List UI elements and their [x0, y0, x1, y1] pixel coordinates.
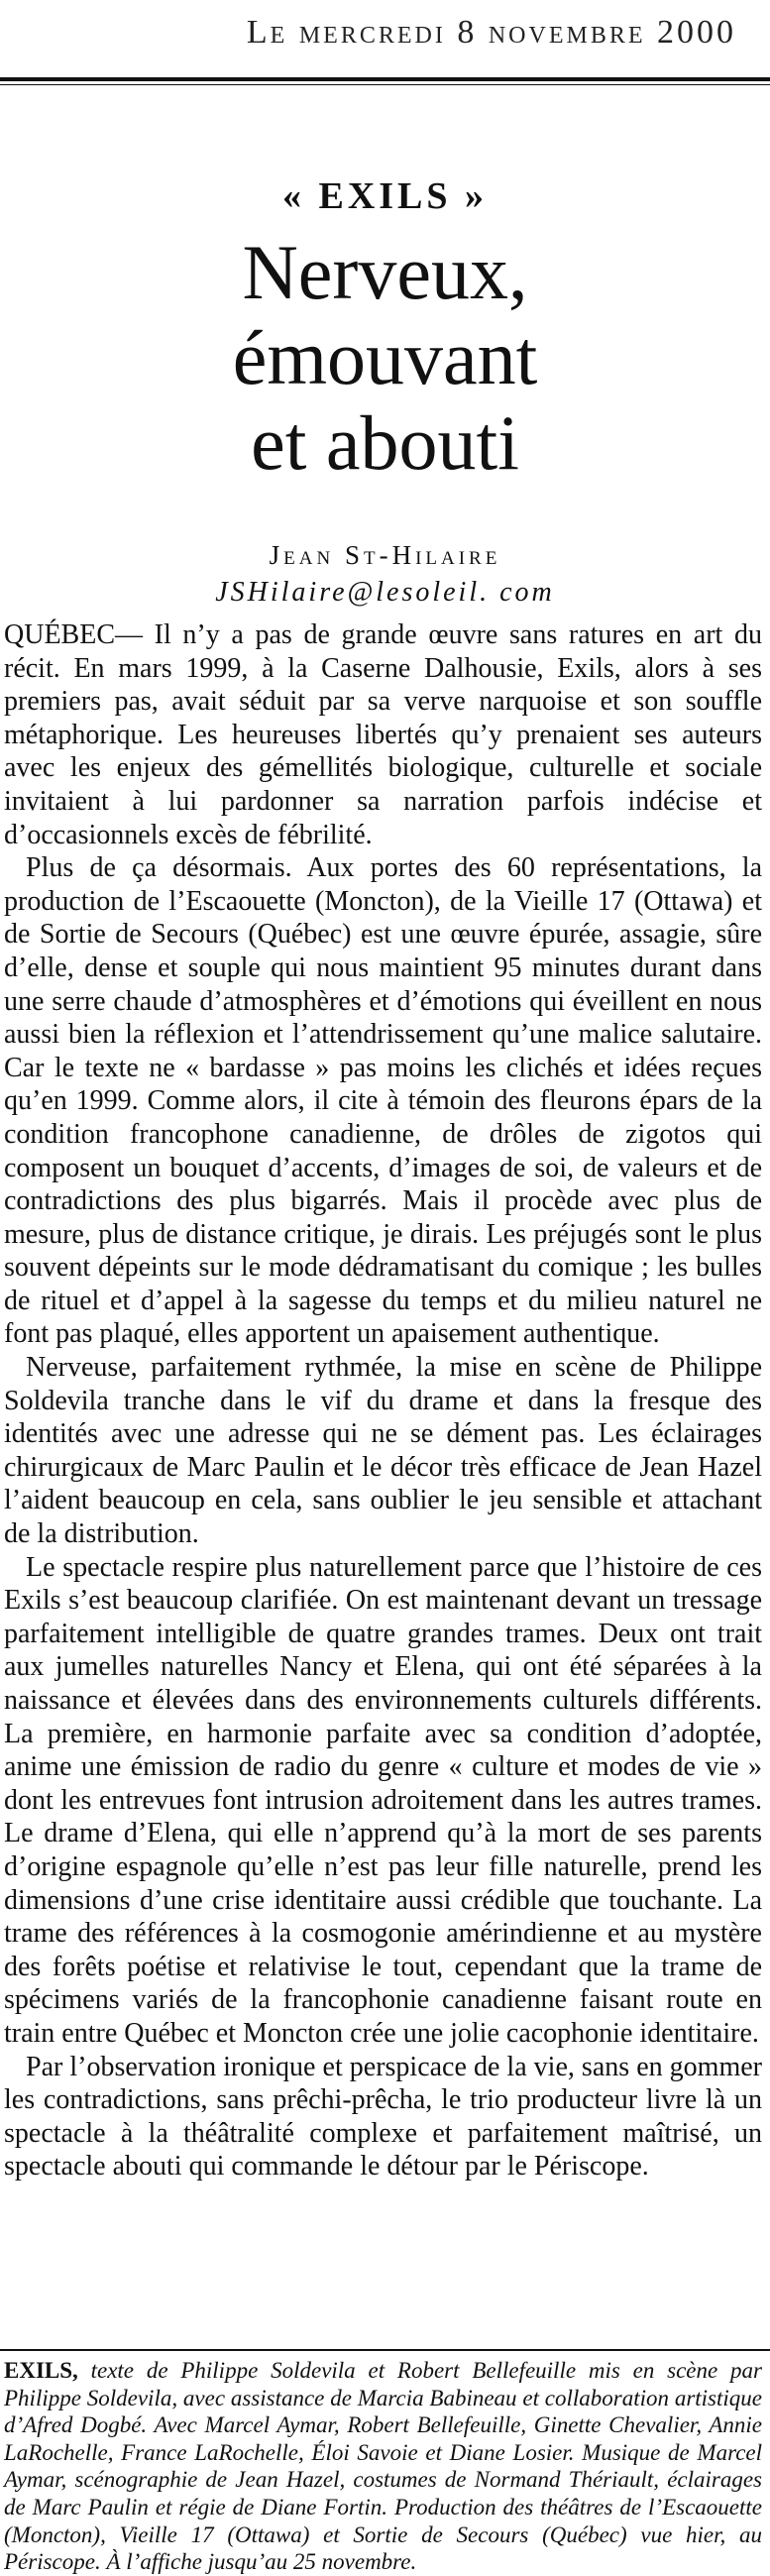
paragraph-4: Le spectacle respire plus naturellement parce que l’histoire de ces Exils s’est beaucoup clarifiée. On est maintenant devant un tressage parfaitement intelligible de quatre grandes trames. Deux ont trait aux jumelles naturelles Nancy et Elena, qui ont été séparées à la naissance et élevées dans des environnements culturels différents. La première, en harmonie parfaite avec sa condition d’adoptée, anime une émission de radio du genre « culture et modes de vie » dont les entrevues font intrusion adroitement dans les autres trames. Le drame d’Elena, qui elle n’apprend qu’à la mort de ses parents d’origine espagnole qu’elle n’est pas leur fille naturelle, prend les dimensions d’une crise identitaire aussi crédible que touchante. La trame des références à la cosmogonie amérindienne et au mystère des forêts poétise et relativise le tout, cependant que la trame de spécimens variés de la francophonie canadienne faisant route en train entre Québec et Moncton crée une jolie cacophonie identitaire.	[4, 1551, 762, 2049]
credits-rule	[0, 2349, 770, 2351]
article-body	[4, 618, 762, 2184]
paragraph-2: Plus de ça désormais. Aux portes des 60 représentations, la production de l’Escaouette (Moncton), de la Vieille 17 (Ottawa) et de Sortie de Secours (Québec) est une œuvre épurée, assagie, sûre d’elle, dense et souple qui nous maintient 95 minutes durant dans une serre chaude d’atmosphères et d’émotions qui éveillent en nous aussi bien la réflexion et l’attendrissement qu’une malice salutaire. Car le texte ne « bardasse » pas moins les clichés et idées reçues qu’en 1999. Comme alors, il cite à témoin des fleurons épars de la condition francophone canadienne, de drôles de zigotos qui composent un bouquet d’accents, d’images de soi, de valeurs et de contradictions des plus bigarrés. Mais il procède avec plus de mesure, plus de distance critique, je dirais. Les préjugés sont le plus souvent dépeints sur le mode dédramatisant du comique ; les bulles de rituel et d’appel à la sagesse du temps et du milieu naturel ne font pas plaqué, elles apportent un apaisement authentique.	[4, 852, 762, 1350]
paragraph-1	[4, 618, 762, 851]
article-kicker: « EXILS »	[281, 175, 489, 217]
dateline-date: mercredi 8 novembre	[298, 14, 646, 51]
production-credits	[4, 2357, 762, 2576]
paragraph-5: Par l’observation ironique et perspicace de la vie, sans en gommer les contradictions, sans prêchi-prêcha, le trio producteur livre là un spectacle à la théâtralité complexe et parfaitement maîtrisé, un spectacle abouti qui commande le détour par le Périscope.	[4, 2051, 762, 2183]
headline-line-2: émouvant	[232, 314, 538, 400]
headline-line-1: Nerveux,	[242, 229, 528, 315]
author-email[interactable]: JSHilaire@lesoleil. com	[215, 577, 555, 608]
header-rule-thin	[0, 84, 770, 85]
credits-text: texte de Philippe Soldevila et Robert Bellefeuille mis en scène par Philippe Soldevila, avec assistance de Marcia Babineau et collaboration artistique d’Afred Dogbé. Avec Marcel Aymar, Robert Bellefeuille, Ginette Chevalier, Annie LaRochelle, France LaRochelle, Éloi Savoie et Diane Losier. Musique de Marcel Aymar, scénographie de Jean Hazel, costumes de Normand Thériault, éclairages de Marc Paulin et régie de Diane Fortin. Production des théâtres de l’Escaouette (Moncton), Vieille 17 (Ottawa) et Sortie de Secours (Québec) vue hier, au Périscope. À l’affiche jusqu’au 25 novembre.	[4, 2358, 762, 2575]
dateline-year: 2000	[657, 14, 736, 51]
paragraph-1-text: — Il n’y a pas de grande œuvre sans ratures en art du récit. En mars 1999, à la Caserne Dalhousie, Exils, alors à ses premiers pas, avait séduit par sa verve narquoise et son souffle métaphorique. Les heureuses libertés qu’y prenaient ses auteurs avec les enjeux des gémellités biologique, culturelle et sociale invitaient à lui pardonner sa narration parfois indécise et d’occasionnels excès de fébrilité.	[4, 619, 762, 850]
paragraph-3: Nerveuse, parfaitement rythmée, la mise en scène de Philippe Soldevila tranche dans le vif du drame et dans la fresque des identités avec une adresse qui ne se dément pas. Les éclairages chirurgicaux de Marc Paulin et le décor très efficace de Jean Hazel l’aident beaucoup en cela, sans oublier le jeu sensible et attachant de la distribution.	[4, 1352, 762, 1550]
dateline-prefix: Le	[246, 14, 288, 51]
credits-title: EXILS,	[4, 2358, 78, 2383]
byline: Jean St-Hilaire	[269, 540, 501, 570]
dateline	[247, 14, 736, 52]
header-rule	[0, 77, 770, 81]
article-headline	[0, 230, 770, 486]
headline-line-3: et abouti	[251, 399, 519, 486]
lead-word: QUÉBEC	[4, 619, 115, 650]
